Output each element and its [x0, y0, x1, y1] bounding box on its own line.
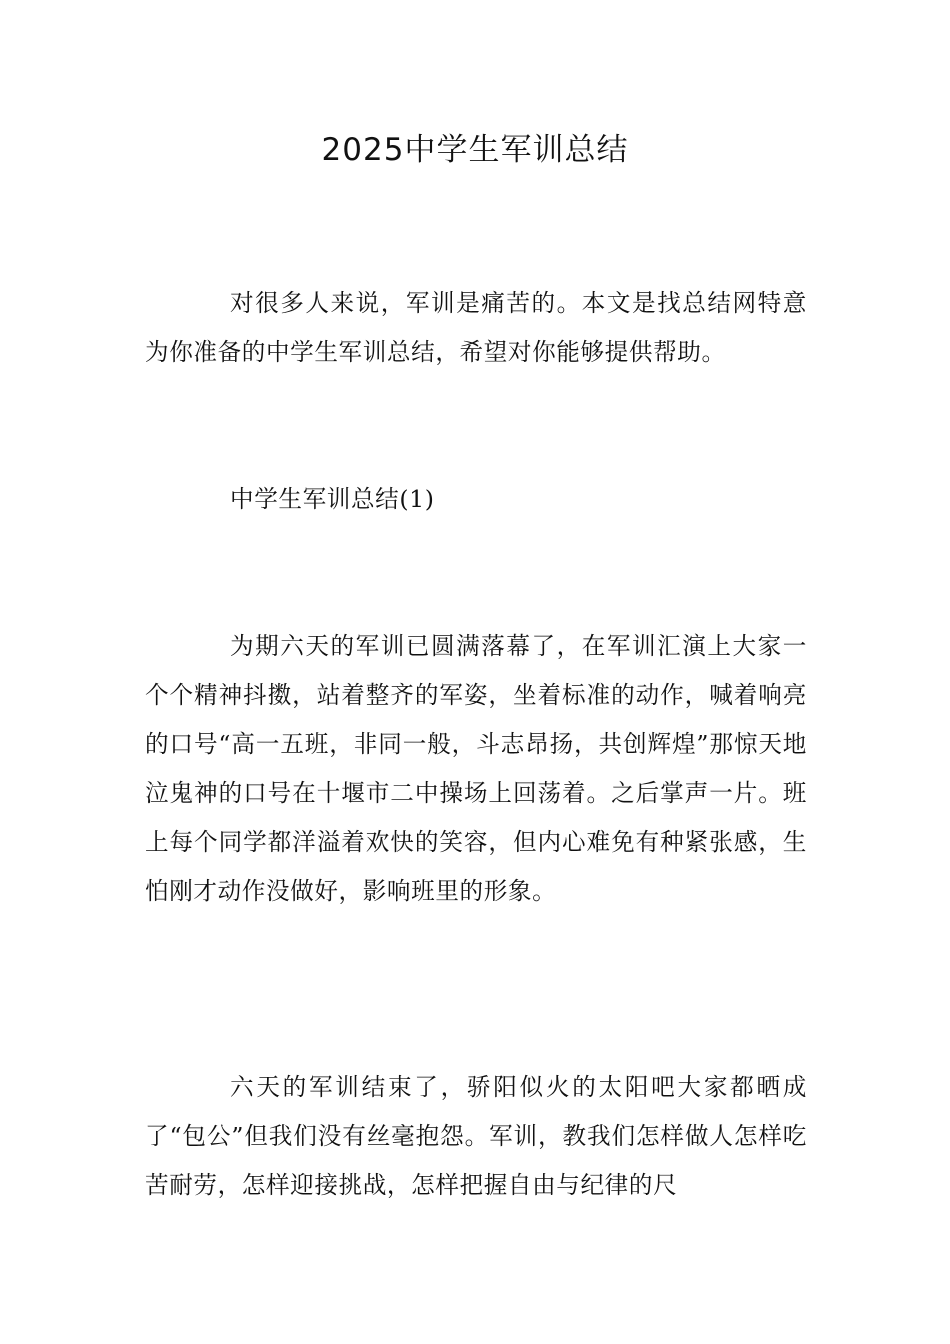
intro-paragraph: 对很多人来说，军训是痛苦的。本文是找总结网特意为你准备的中学生军训总结，希望对你能够提供帮助。 — [145, 289, 807, 366]
body-paragraph: 六天的军训结束了，骄阳似火的太阳吧大家都晒成了“包公”但我们没有丝毫抱怨。军训，教我们怎样做人怎样吃苦耐劳，怎样迎接挑战，怎样把握自由与纪律的尺 — [145, 1073, 807, 1199]
document-title: 2025中学生军训总结 — [321, 132, 629, 168]
section-heading: 中学生军训总结(1) — [230, 485, 435, 513]
body-paragraph: 为期六天的军训已圆满落幕了，在军训汇演上大家一个个精神抖擞，站着整齐的军姿，坐着标准的动作，喊着响亮的口号“高一五班，非同一般，斗志昂扬，共创辉煌”那惊天地泣鬼神的口号在十堰市二中操场上回荡着。之后掌声一片。班上每个同学都洋溢着欢快的笑容，但内心难免有种紧张感，生怕刚才动作没做好，影响班里的形象。 — [145, 632, 807, 905]
